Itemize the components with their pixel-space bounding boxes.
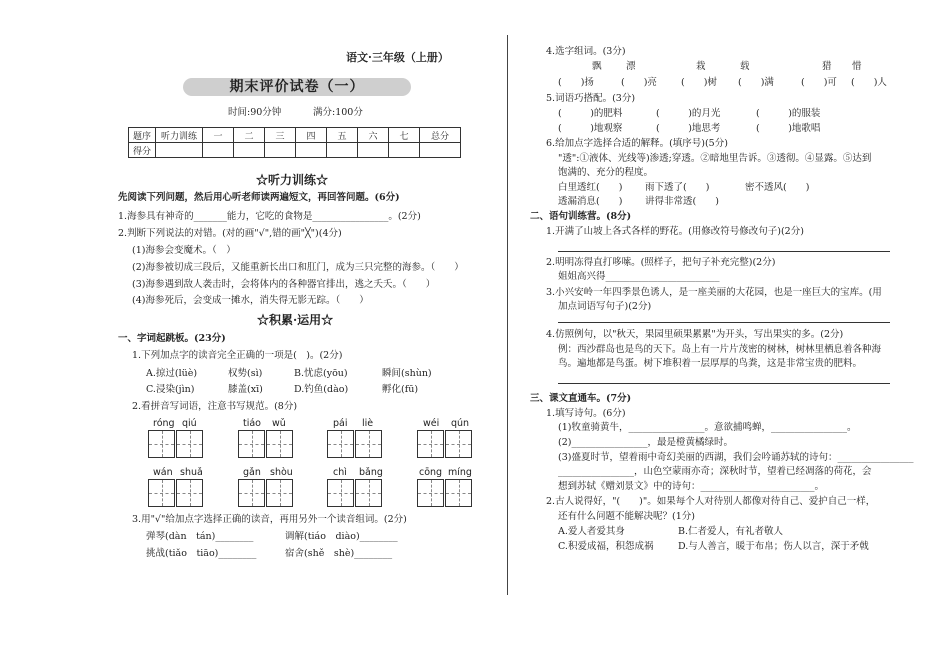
option: B.忧虑(yōu) <box>294 368 348 379</box>
sentence-q3: 3.小兴安岭一年四季景色诱人，是一座美丽的大花园，也是一座巨大的宝库。(用 <box>546 287 882 298</box>
section-3-title: 三、课文直通车。(7分) <box>530 393 632 404</box>
writing-grid[interactable] <box>148 430 175 458</box>
option: C.浸染(jìn) <box>146 384 195 395</box>
explain-item: 讲得非常透( ) <box>645 196 719 207</box>
option: 孵化(fū) <box>382 384 419 395</box>
exam-score: 满分:100分 <box>313 107 363 118</box>
score-input[interactable] <box>389 143 420 158</box>
score-cell: 听力训练 <box>156 128 203 143</box>
sentence-q3b: 加点词语写句子)(2分) <box>558 301 652 312</box>
score-input[interactable] <box>265 143 296 158</box>
page-title: 期末评价试卷（一） <box>229 79 365 95</box>
word-q3: 3.用"√"给加点字选择正确的读音，再用另外一个读音组词。(2分) <box>132 514 407 525</box>
pinyin-label: míng <box>448 467 472 478</box>
sentence-q2b: 姐姐高兴得________________________ <box>558 271 720 282</box>
pronunciation-item: 弹琴(dàn tán)________ <box>146 531 254 542</box>
option: D.与人善言，暖于布帛；伤人以言，深于矛戟 <box>678 541 869 552</box>
writing-grid[interactable] <box>355 479 382 507</box>
match-item: ( )地思考 <box>656 123 721 134</box>
definition-line: 饱满的、充分的程度。 <box>558 167 654 178</box>
choice-blank: ( )满 <box>738 77 774 88</box>
match-item: ( )地观察 <box>558 123 623 134</box>
score-row-label: 得分 <box>129 143 156 158</box>
match-item: ( )的服装 <box>756 108 821 119</box>
pinyin-label: liè <box>362 418 374 429</box>
judge-item: (2)海参被切成三段后，又能重新长出口和肛门，成为三只完整的海参。（ ） <box>132 262 464 273</box>
choice-blank: ( )树 <box>681 77 717 88</box>
score-input[interactable] <box>203 143 234 158</box>
explain-item: 白里透红( ) <box>558 182 623 193</box>
score-cell: 七 <box>389 128 420 143</box>
score-cell: 五 <box>327 128 358 143</box>
choice-blank: ( )亮 <box>621 77 657 88</box>
score-table <box>128 127 461 158</box>
choice-char: 载 <box>740 61 750 72</box>
r-q6: 6.给加点字选择合适的解释。(填序号)(5分) <box>546 138 728 149</box>
pinyin-label: qún <box>451 418 470 429</box>
pronunciation-item: 调解(tiáo diào)________ <box>285 531 398 542</box>
pinyin-label: wán <box>153 467 173 478</box>
match-item: ( )的月光 <box>656 108 721 119</box>
pinyin-label: shuǎ <box>180 467 203 478</box>
explain-item: 密不透风( ) <box>745 182 810 193</box>
accumulate-title: ☆积累·运用☆ <box>257 313 334 327</box>
choice-blank: ( )人 <box>851 77 887 88</box>
writing-grid[interactable] <box>176 430 203 458</box>
score-input[interactable] <box>327 143 358 158</box>
listening-q1: 1.海参具有神奇的_______能力，它吃的食物是________________。(2分) <box>118 211 421 222</box>
option: 瞬间(shùn) <box>382 368 432 379</box>
sentence-q2: 2.明明冻得直打哆嗦。(照样子，把句子补充完整)(2分) <box>546 257 776 268</box>
poem-line: ________________，山色空蒙雨亦奇；深秋时节，望着已经凋落的荷花，会 <box>558 466 872 477</box>
score-input[interactable] <box>156 143 203 158</box>
writing-grid[interactable] <box>327 430 354 458</box>
poem-line: (1)牧童骑黄牛，________________。意欲捕鸣蝉，________________。 <box>558 422 857 433</box>
writing-grid[interactable] <box>417 479 444 507</box>
pinyin-label: cōng <box>419 467 443 478</box>
judge-item: (3)海参遇到敌人袭击时，会将体内的各种器官排出，逃之夭夭。（ ） <box>132 279 436 290</box>
pronunciation-item: 挑战(tiǎo tiāo)________ <box>146 548 257 559</box>
pinyin-label: róng <box>153 418 175 429</box>
choice-blank: ( )可 <box>801 77 837 88</box>
writing-grid[interactable] <box>148 479 175 507</box>
match-item: ( )地歌唱 <box>756 123 821 134</box>
pinyin-label: tiáo <box>243 418 261 429</box>
poem-line: (2)________________，最是橙黄橘绿时。 <box>558 437 733 448</box>
word-q1: 1.下列加点字的读音完全正确的一项是( )。(2分) <box>132 350 343 361</box>
sentence-q4: 4.仿照例句，以"秋天，果园里硕果累累"为开头，写出果实的多。(2分) <box>546 329 844 340</box>
pinyin-label: shòu <box>270 467 293 478</box>
choice-char: 飘 <box>592 61 602 72</box>
writing-grid[interactable] <box>355 430 382 458</box>
score-input[interactable] <box>296 143 327 158</box>
sentence-q1: 1.开满了山坡上各式各样的野花。(用修改符号修改句子)(2分) <box>546 226 804 237</box>
choice-char: 栽 <box>696 61 706 72</box>
choice-char: 猎 <box>822 61 832 72</box>
writing-grid[interactable] <box>238 479 265 507</box>
pinyin-label: wéi <box>423 418 440 429</box>
writing-grid[interactable] <box>417 430 444 458</box>
option: D.钓鱼(dào) <box>294 384 349 395</box>
example-line: 鸟。遍地都是鸟蛋。树下堆积着一层厚厚的鸟粪，这是非常宝贵的肥料。 <box>558 358 863 369</box>
example-line: 例：西沙群岛也是鸟的天下。岛上有一片片茂密的树林，树林里栖息着各种海 <box>558 344 882 355</box>
proverb-q2: 2.古人说得好，"( )"。如果每个人对待别人都像对待自己、爱护自己一样， <box>546 496 876 507</box>
score-input[interactable] <box>234 143 265 158</box>
listening-q2: 2.判断下列说法的对错。(对的画"√",错的画"╳")(4分) <box>118 228 342 239</box>
score-cell: 总分 <box>420 128 461 143</box>
score-input[interactable] <box>358 143 389 158</box>
writing-grid[interactable] <box>238 430 265 458</box>
judge-item: (1)海参会变魔术。（ ） <box>132 245 236 256</box>
pinyin-label: pái <box>333 418 348 429</box>
writing-grid[interactable] <box>266 430 293 458</box>
column-divider <box>507 35 508 595</box>
option: 权势(sì) <box>228 368 263 379</box>
pinyin-label: wǔ <box>272 418 286 429</box>
section-1-title: 一、字词起跳板。(23分) <box>118 333 226 344</box>
pinyin-label: gǎn <box>243 467 261 478</box>
answer-line[interactable] <box>558 251 890 252</box>
pinyin-label: bǎng <box>359 467 383 478</box>
listening-intro: 先阅读下列问题，然后用心听老师读两遍短文，再回答问题。(6分) <box>118 192 400 203</box>
score-cell: 二 <box>234 128 265 143</box>
option: 膝盖(xī) <box>228 384 263 395</box>
listening-title: ☆听力训练☆ <box>256 173 329 187</box>
subject-header: 语文·三年级（上册） <box>346 51 449 64</box>
score-cell: 四 <box>296 128 327 143</box>
poem-line: 想到苏轼《赠刘景文》中的诗句：________________________。 <box>558 481 825 492</box>
explain-item: 雨下透了( ) <box>645 182 710 193</box>
judge-item: (4)海参死后，会变成一摊水，消失得无影无踪。（ ） <box>132 295 369 306</box>
choice-char: 惜 <box>852 61 862 72</box>
score-input[interactable] <box>420 143 461 158</box>
r-q5: 5.词语巧搭配。(3分) <box>546 93 636 104</box>
writing-grid[interactable] <box>445 479 472 507</box>
choice-char: 漂 <box>626 61 636 72</box>
option: C.积爱成福，积怨成祸 <box>558 541 654 552</box>
choice-blank: ( )扬 <box>558 77 594 88</box>
pronunciation-item: 宿舍(shě shè)________ <box>285 548 393 559</box>
writing-grid[interactable] <box>445 430 472 458</box>
pinyin-label: qiú <box>182 418 197 429</box>
option: A.爱人者爱其身 <box>558 526 625 537</box>
score-cell: 题序 <box>129 128 156 143</box>
proverb-q2b: 还有什么问题不能解决呢？(1分) <box>558 511 695 522</box>
word-q2: 2.看拼音写词语，注意书写规范。(8分) <box>132 401 298 412</box>
writing-grid[interactable] <box>176 479 203 507</box>
exam-time: 时间:90分钟 <box>228 107 282 118</box>
writing-grid[interactable] <box>327 479 354 507</box>
answer-line[interactable] <box>558 383 890 384</box>
poem-q1: 1.填写诗句。(6分) <box>546 408 626 419</box>
definition-line: "透":①液体、光线等)渗透;穿透。②暗地里告诉。③透彻。④显露。⑤达到 <box>558 153 872 164</box>
explain-item: 透漏消息( ) <box>558 196 623 207</box>
match-item: ( )的肥料 <box>558 108 623 119</box>
section-2-title: 二、语句训练营。(8分) <box>530 211 632 222</box>
poem-line: (3)盛夏时节，望着雨中奇幻美丽的西湖，我们会吟诵苏轼的诗句：________________ <box>558 452 914 463</box>
writing-grid[interactable] <box>266 479 293 507</box>
answer-line[interactable] <box>558 322 890 323</box>
option: A.掠过(lüè) <box>146 368 198 379</box>
option: B.仁者爱人，有礼者敬人 <box>678 526 784 537</box>
score-cell: 六 <box>358 128 389 143</box>
r-q4: 4.选字组词。(3分) <box>546 46 626 57</box>
pinyin-label: chì <box>333 467 347 478</box>
score-cell: 一 <box>203 128 234 143</box>
score-cell: 三 <box>265 128 296 143</box>
